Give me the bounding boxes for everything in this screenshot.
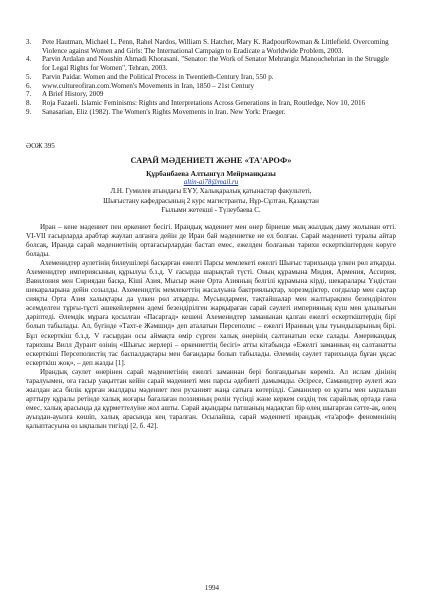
reference-text: Parvin Paidar. Women and the Political Process in Twentieth-Century Iran, 550 p.	[42, 72, 274, 81]
body-paragraph: Ахеменидтер әулетінің билеушілері басқарған ежелгі Парсы мемлекеті ежелгі Шығыс тарихында үлкен рөл атқарды. Ахеменидтер империясының құрылуы б.з.д. V ғасырда шарықтай түсті. Оның құрамына Мидия, Армения, Ассирия, Вавилония мен Сириядан басқа, Кіші Азия, Мысыр және Орта Азияның белгілі құрамына кірді, шекаралары Үндістан шекараларына дейін созылды. Ахеменидтік мемлекеттің жасалуына бактриялықтар, хорезмдіктер, соғдылар мен сақтар сияқты Орта Азия халықтары да үлкен рөл атқарды. Мусындармен, тақтайшалар мен жалтырақпен безендірілген әсемделген тұрғы-тұсті әшекейлермен әдемі безендірілген жарқыраған сарай сәулеті империяның күш мен ұлылығын дәріптеді. Әлемдік мұраға қосылған «Пасаргад» кешені Ахеменидтер заманынан қалған ежелгі ескерткіштердің бірі болып табылады. Ал, бүгінде «Тахт-е Жәмшид» деп аталатын Персеполис – ежелгі Иранның ұлы туындыларының бірі. Бұл ескерткіш б.з.д. V ғасырдан осы аймақта өмір сүрген халық өнерінің салтанатын еске салады. Американдық тарихшы Вилл Дурант өзінің «Шығыс жерлері – өркениеттің бесігі» атты кітабында «Ежелгі заманның ең салтанатты ескерткіші Персеполистің тас баспалдақтары мен бағандары болып табылады. Әлемнің сәулет тарихында бұған ұқсас ескерткіш жоқ», – деп жазды [1].	[26, 259, 396, 367]
udc-code: ӘОЖ 395	[26, 142, 55, 151]
reference-number: 6.	[26, 81, 32, 90]
reference-text: Parvin Ardalan and Noushin Ahmadi Khorasani. "Senator: the Work of Senator Mehrangiz Manouchehrian in the Struggle for Legal Rights for Women", Tehran, 2003.	[42, 55, 389, 73]
reference-item	[26, 38, 396, 55]
author-name: Құрбанбаева Алтынгүл Мейрманқызы	[146, 169, 276, 179]
affiliation-line: Л.Н. Гумилев атындағы ЕҰУ, Халықаралық қатынастар факультеті,	[110, 187, 312, 196]
reference-item	[26, 55, 396, 72]
reference-list	[26, 38, 396, 116]
reference-item	[26, 82, 396, 91]
article-body	[26, 223, 396, 431]
reference-item	[26, 73, 396, 82]
reference-text: www.cultureofiran.com.Women's Movements in Iran, 1850 – 21st Century	[42, 81, 255, 90]
reference-number: 4.	[26, 55, 32, 64]
page-number: 1994	[204, 584, 220, 592]
reference-text: Pete Hautman, Michael L. Penn, Rahel Nardos, William S. Hatcher, Mary K. RadpourRowman & Littlefield. Overcoming Violence against Women and Girls: The International Campaign to Eradicate a Worldwide Problem, 2003.	[42, 38, 389, 55]
reference-text: Roja Fazaeli. Islamic Feminisms: Rights and Interpretations Across Generations in Iran, Routledge, Nov 10, 2016	[42, 98, 366, 107]
reference-number: 5.	[26, 72, 32, 81]
author-email-link[interactable]: altin-ai78@mail.ru	[183, 178, 239, 187]
document-page	[26, 38, 396, 431]
reference-item	[26, 108, 396, 117]
affiliation-line: Шығыстану кафедрасының 2 курс магистранты, Нұр-Сұлтан, Қазақстан	[103, 196, 319, 205]
reference-number: 3.	[26, 38, 32, 46]
reference-number: 9.	[26, 107, 32, 116]
body-paragraph: Иран – кене мәдениет пен өркениет бесігі. Ирандық мәдениет мен өнер бірнеше мың жылдық даму жолынан өтті. VI-VII ғасырларда арабтар жаулап алғанға дейін де Иран бай мәдениетке ие ел болған. Сарай мәдениеті туралы айтар болсақ, Иранда сарай мәдениетінің ортағасырлардан бастап емес, ежелден болғанын тарихи ескерткіштерден көруге болады.	[26, 222, 396, 259]
reference-text: Sanasarian, Eliz (1982). The Women's Rights Movements in Iran. New York: Praeger.	[42, 107, 286, 116]
reference-text: A Brief History, 2009	[42, 90, 104, 99]
reference-item	[26, 99, 396, 108]
article-title: САРАЙ МӘДЕНИЕТІ ЖӘНЕ «ТА'АРОФ»	[130, 156, 292, 166]
supervisor-line: Ғылыми жетекші - Түлеубаева С.	[161, 205, 261, 214]
reference-number: 7.	[26, 90, 32, 99]
reference-number: 8.	[26, 98, 32, 107]
body-paragraph: Ирандық сәулет өнерінен сарай мәдениетінің ежелгі заманнан бері болғандығын көреміз. Ал ислам дінінің таралуымен, оға ғасыр уақыттан кейін сарай мәдениеті мен парсы әдебиеті дамымады. Әсіресе, Саманидтер әулеті жаз жылдан аса билік құрған жылдары мәдениет пен руханият жаңа сатыға көтерілді. Саманилер өз қуаты мен ықпалын арттыру құралы ретінде халық жоғары бағалаған поэзияның рөлін түсінді және керкем сөздің тек сарайлық ортада ғана емес, халық арасында да құрметтелуіне жол ашты. Сарай ақындары патшаның мадақтап бір өлең шығарған сәтте-ақ, өлең ауыздан-ауызға көшіп, халық арасында кең таралған. Осылайша, сарай мәдениеті ирандық «та'ароф» феноменінің қалыптасуына өз ықпалын тигізді [2, б. 42].	[26, 367, 396, 430]
reference-item	[26, 90, 396, 99]
